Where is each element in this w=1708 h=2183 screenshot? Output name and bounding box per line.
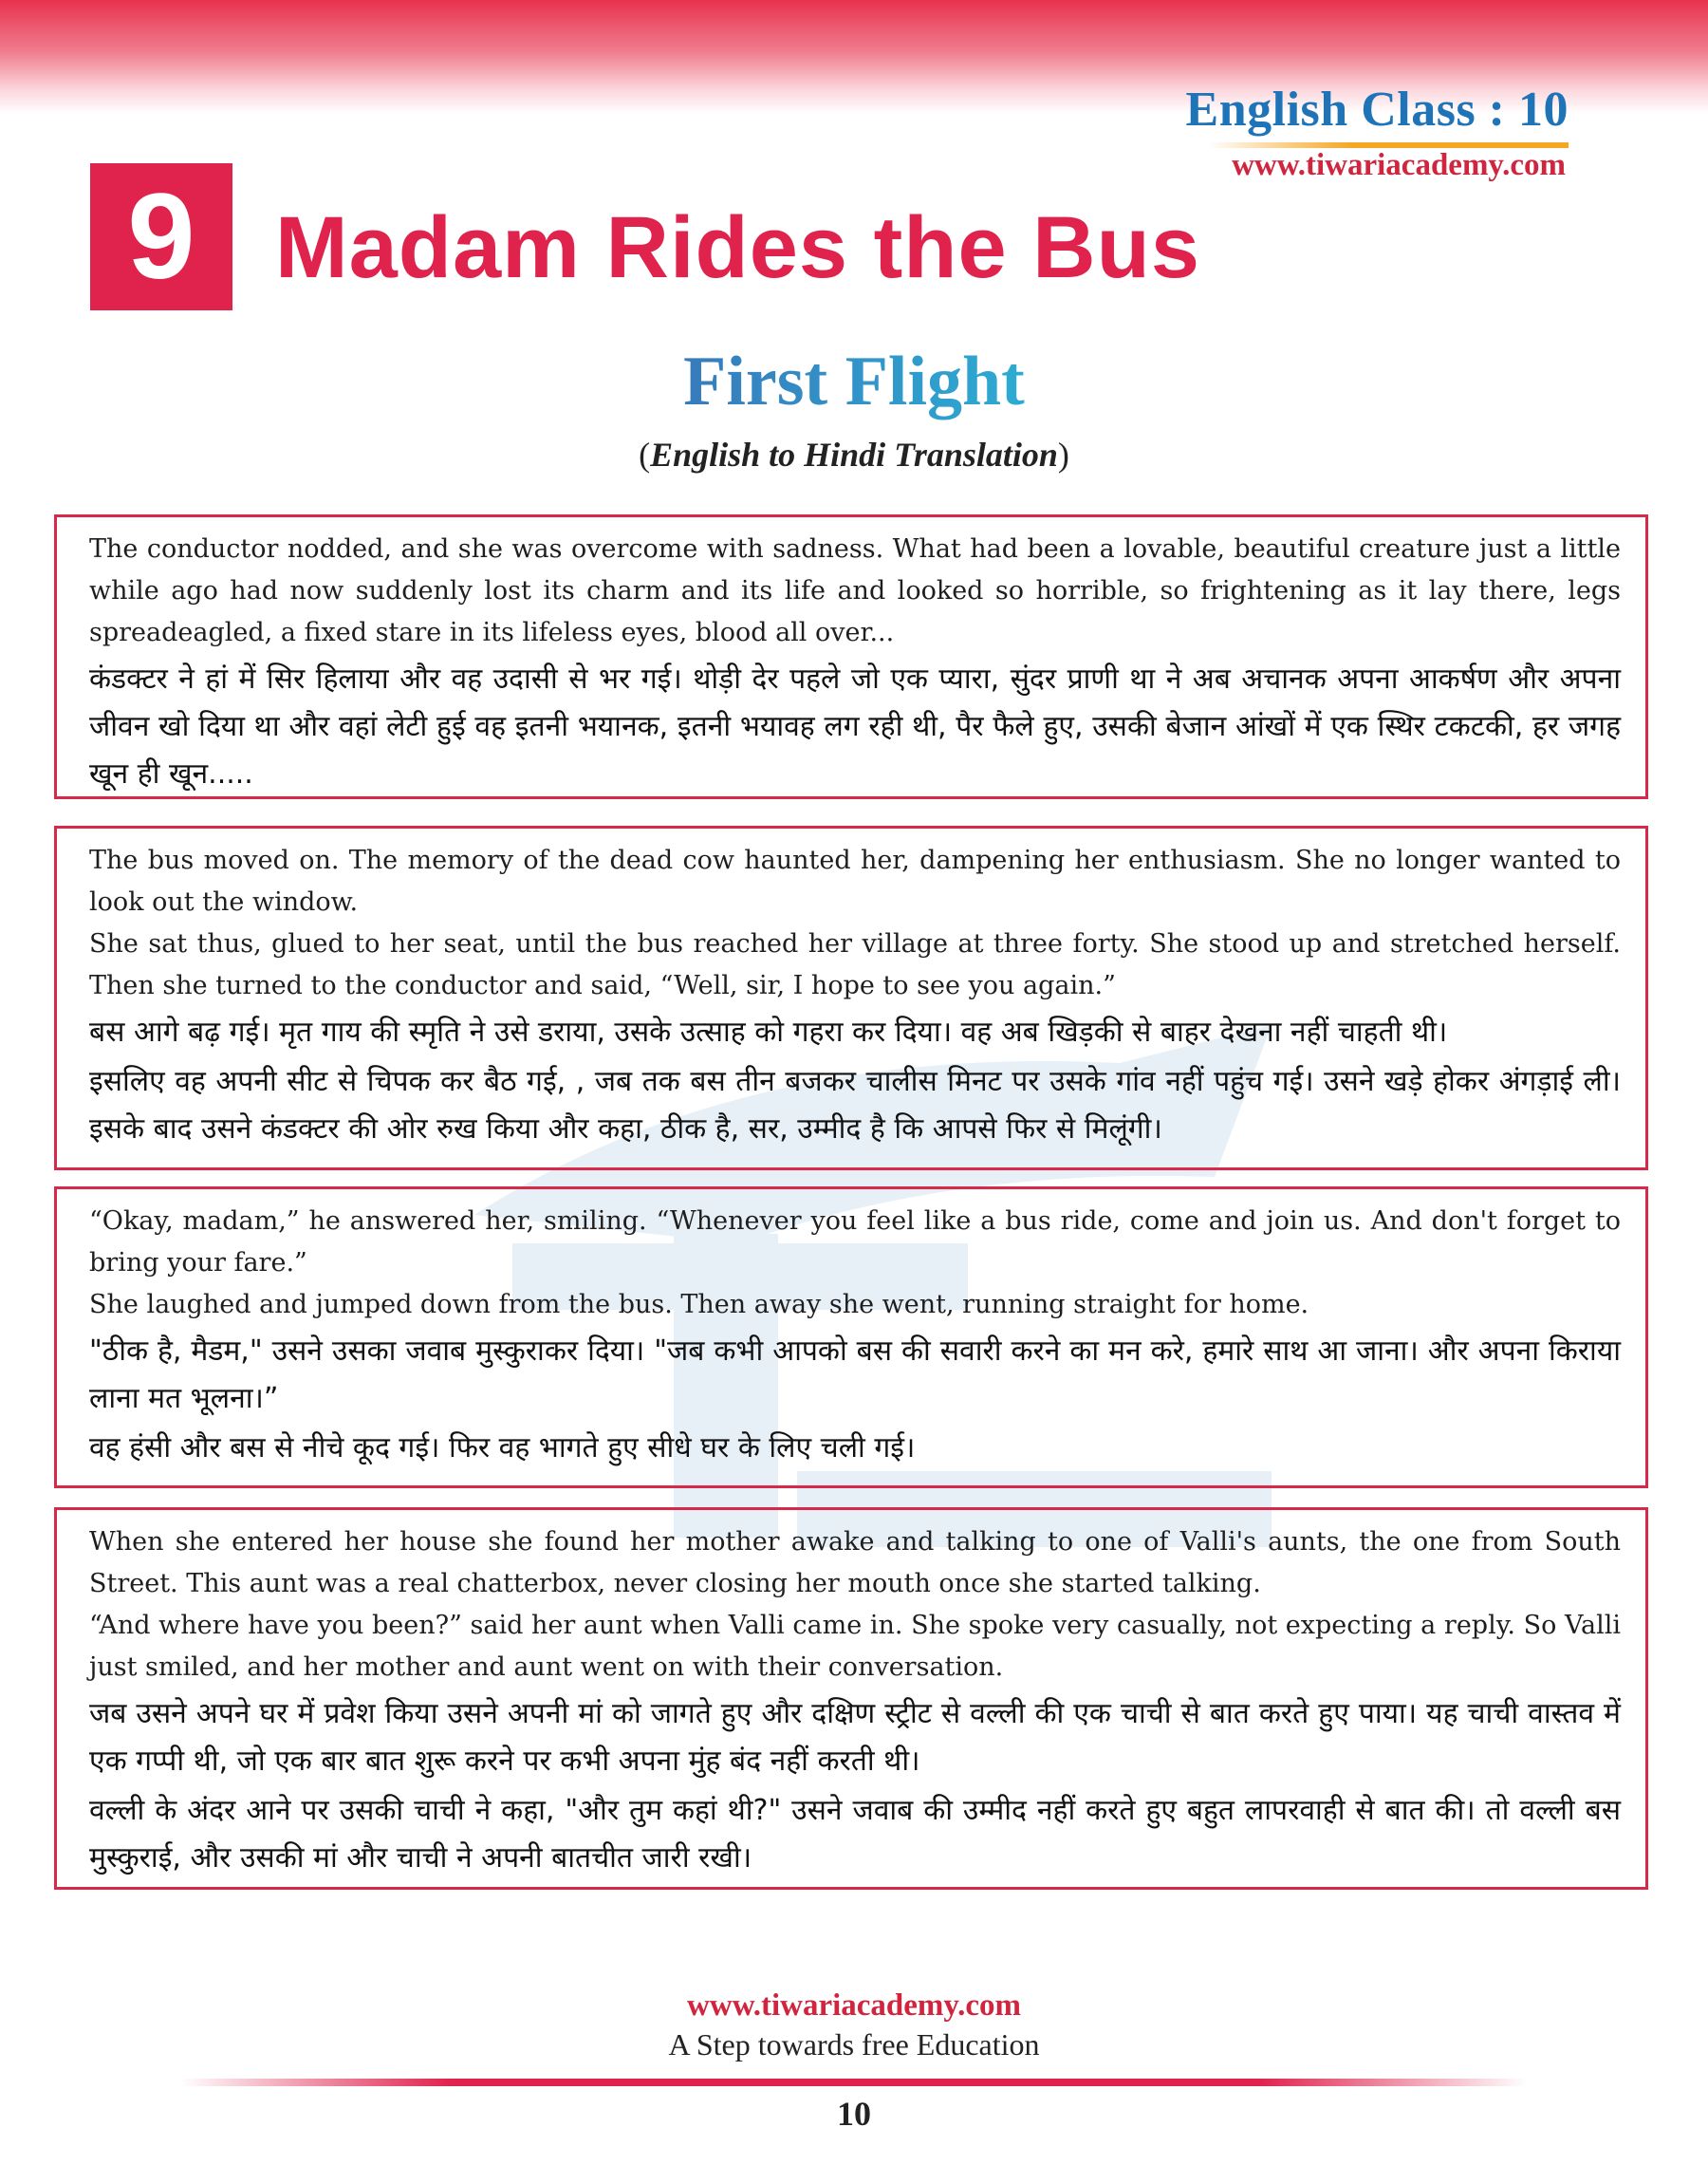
book-title: First Flight	[0, 342, 1708, 422]
footer-tagline: A Step towards free Education	[668, 2027, 1040, 2062]
translation-panel-1	[54, 514, 1648, 799]
page-number: 10	[837, 2095, 871, 2133]
english-paragraph: She sat thus, glued to her seat, until the bus reached her village at three forty. She stood up and stretched herself. Then she turned to the conductor and said, “Well, sir, I hope to see you again.”	[89, 929, 1621, 1000]
english-paragraph: The conductor nodded, and she was overcome with sadness. What had been a lovable, beautiful creature just a little while ago had now suddenly lost its charm and its life and looked so horrible, so frightening as it lay there, legs spreadeagled, a fixed stare in its lifeless eyes, blood all over...	[89, 534, 1621, 647]
english-paragraph: “And where have you been?” said her aunt when Valli came in. She spoke very casually, not expecting a reply. So Valli just smiled, and her mother and aunt went on with their conversation.	[89, 1611, 1621, 1682]
chapter-number-badge: 9	[90, 163, 232, 310]
translation-subtitle	[0, 435, 1708, 475]
hindi-paragraph: जब उसने अपने घर में प्रवेश किया उसने अपनी मां को जागते हुए और दक्षिण स्ट्रीट से वल्ली की एक चाची से बात करते हुए पाया। यह चाची वास्तव में एक गप्पी थी, जो एक बार बात शुरू करने पर कभी अपना मुंह बंद नहीं करती थी।	[89, 1697, 1621, 1778]
translation-panel-2	[54, 826, 1648, 1170]
subtitle-close-paren: )	[1057, 436, 1069, 474]
english-paragraph: The bus moved on. The memory of the dead cow haunted her, dampening her enthusiasm. She no longer wanted to look out the window.	[89, 846, 1621, 917]
header-website-link[interactable]: www.tiwariacademy.com	[1232, 148, 1566, 182]
hindi-paragraph: कंडक्टर ने हां में सिर हिलाया और वह उदासी से भर गई। थोड़ी देर पहले जो एक प्यारा, सुंदर प्राणी था ने अब अचानक अपना आकर्षण और अपना जीवन खो दिया था और वहां लेटी हुई वह इतनी भयानक, इतनी भयावह लग रही थी, पैर फैले हुए, उसकी बेजान आंखों में एक स्थिर टकटकी, हर जगह खून ही खून.....	[89, 662, 1621, 791]
hindi-paragraph: इसलिए वह अपनी सीट से चिपक कर बैठ गई, , जब तक बस तीन बजकर चालीस मिनट पर उसके गांव नहीं पहुंच गई। उसने खड़े होकर अंगड़ाई ली। इसके बाद उसने कंडक्टर की ओर रुख किया और कहा, ठीक है, सर, उम्मीद है कि आपसे फिर से मिलूंगी।	[89, 1065, 1621, 1146]
translation-panel-3	[54, 1186, 1648, 1488]
subtitle-text: English to Hindi Translation	[650, 436, 1058, 474]
english-paragraph: She laughed and jumped down from the bus. Then away she went, running straight for home.	[89, 1290, 1309, 1319]
english-paragraph: “Okay, madam,” he answered her, smiling. “Whenever you feel like a bus ride, come and join us. And don't forget to bring your fare.”	[89, 1206, 1621, 1278]
hindi-paragraph: बस आगे बढ़ गई। मृत गाय की स्मृति ने उसे डराया, उसके उत्साह को गहरा कर दिया। वह अब खिड़की से बाहर देखना नहीं चाहती थी।	[89, 1016, 1448, 1049]
footer-divider	[180, 2079, 1528, 2086]
hindi-paragraph: "ठीक है, मैडम," उसने उसका जवाब मुस्कुराकर दिया। "जब कभी आपको बस की सवारी करने का मन करे, हमारे साथ आ जाना। और अपना किराया लाना मत भूलना।”	[89, 1334, 1621, 1415]
chapter-title: Madam Rides the Bus	[275, 199, 1200, 296]
class-label: English Class : 10	[1185, 83, 1569, 137]
footer-website-link[interactable]: www.tiwariacademy.com	[687, 1988, 1021, 2023]
subtitle-open-paren: (	[639, 436, 651, 474]
hindi-paragraph: वह हंसी और बस से नीचे कूद गई। फिर वह भागते हुए सीधे घर के लिए चली गई।	[89, 1431, 916, 1465]
hindi-paragraph: वल्ली के अंदर आने पर उसकी चाची ने कहा, "और तुम कहां थी?" उसने जवाब की उम्मीद नहीं करते हुए बहुत लापरवाही से बात की। तो वल्ली बस मुस्कुराई, और उसकी मां और चाची ने अपनी बातचीत जारी रखी।	[89, 1794, 1621, 1875]
english-paragraph: When she entered her house she found her mother awake and talking to one of Valli's aunts, the one from South Street. This aunt was a real chatterbox, never closing her mouth once she started talking.	[89, 1527, 1621, 1598]
translation-panel-4	[54, 1507, 1648, 1890]
